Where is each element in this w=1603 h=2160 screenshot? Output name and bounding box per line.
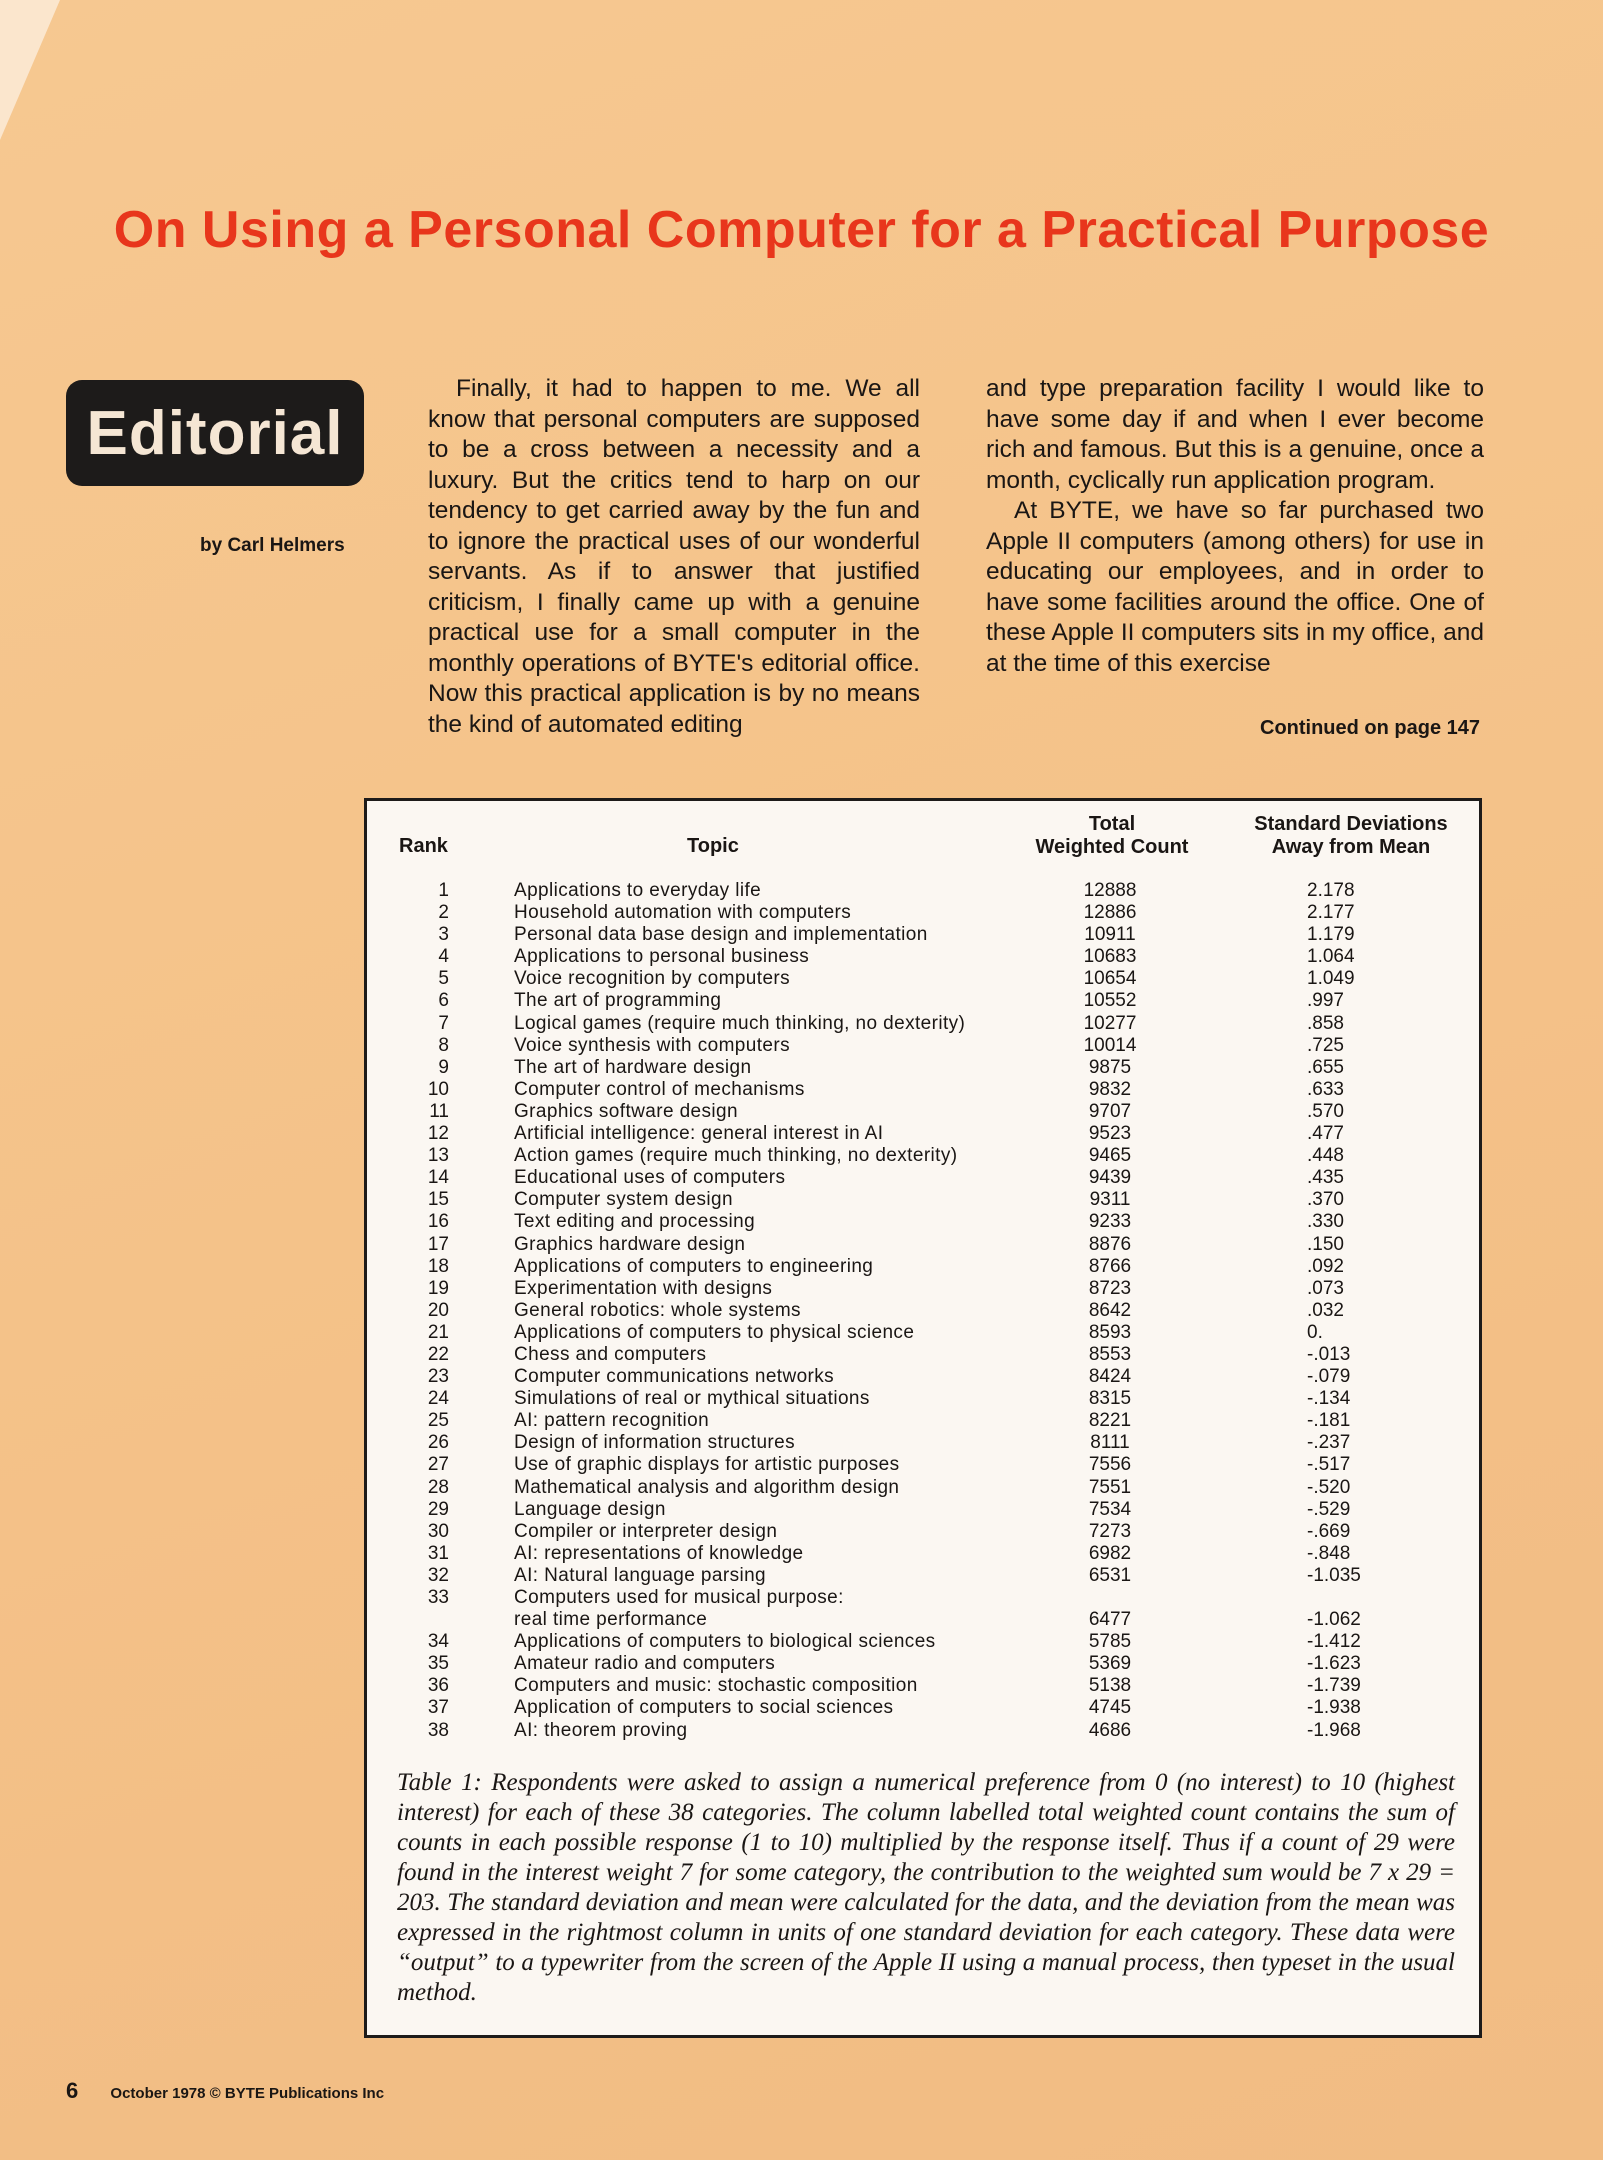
row-topic: Simulations of real or mythical situations <box>514 1388 870 1410</box>
table-row <box>367 1653 1479 1675</box>
row-sd: -1.062 <box>1307 1609 1361 1631</box>
row-sd: .655 <box>1307 1056 1344 1078</box>
table-row <box>367 1079 1479 1101</box>
table-body <box>367 880 1479 1742</box>
row-topic: Amateur radio and computers <box>514 1653 776 1675</box>
row-rank: 14 <box>427 1167 449 1189</box>
table-row <box>367 1410 1479 1432</box>
article-column-1 <box>428 374 920 740</box>
row-topic: Educational uses of computers <box>514 1167 786 1189</box>
row-sd: -1.739 <box>1307 1675 1361 1697</box>
article-paragraph: Finally, it had to happen to me. We all know that personal computers are supposed to be a cross between a necessity and a luxury. But the critics tend to harp on our tendency to get carried away by the fun and to ignore the practical uses of our wonderful servants. As if to answer that justified criticism, I finally came up with a genuine practical use for a small computer in the monthly operations of BYTE's editorial office. Now this practical application is by no means the kind of automated editing <box>428 375 920 738</box>
row-count: 9523 <box>1088 1123 1132 1145</box>
row-rank: 27 <box>427 1454 449 1476</box>
row-count: 4686 <box>1088 1719 1132 1741</box>
row-sd: 1.064 <box>1307 946 1355 968</box>
row-topic: Computers and music: stochastic composition <box>514 1675 918 1697</box>
row-sd: .570 <box>1307 1100 1344 1122</box>
row-sd: .448 <box>1307 1145 1344 1167</box>
table-row <box>367 1477 1479 1499</box>
table-row <box>367 1587 1479 1609</box>
row-count: 7534 <box>1088 1498 1132 1520</box>
table-row <box>367 1697 1479 1719</box>
row-count: 4745 <box>1088 1697 1132 1719</box>
row-count: 8723 <box>1088 1277 1132 1299</box>
row-rank: 33 <box>427 1587 449 1608</box>
row-topic: Applications to personal business <box>514 946 810 968</box>
row-count: 8593 <box>1088 1321 1132 1343</box>
table-row <box>367 1101 1479 1123</box>
row-rank: 29 <box>427 1498 449 1520</box>
row-rank: 26 <box>427 1432 449 1454</box>
table-row <box>367 1256 1479 1278</box>
row-rank: 8 <box>438 1034 449 1056</box>
table-row <box>367 1454 1479 1476</box>
table-row <box>367 1521 1479 1543</box>
row-topic: The art of programming <box>514 990 722 1012</box>
row-rank: 3 <box>438 924 449 946</box>
table-row <box>367 1543 1479 1565</box>
row-topic: Logical games (require much thinking, no dexterity) <box>514 1012 966 1034</box>
row-count: 7556 <box>1088 1454 1132 1476</box>
table-row <box>367 1211 1479 1233</box>
row-topic: real time performance <box>514 1609 708 1631</box>
row-rank: 15 <box>427 1189 449 1211</box>
row-sd: -1.623 <box>1307 1653 1361 1675</box>
row-rank: 12 <box>427 1123 449 1145</box>
row-rank: 23 <box>427 1366 449 1388</box>
row-sd: 1.179 <box>1307 924 1355 946</box>
row-topic: Compiler or interpreter design <box>514 1520 778 1542</box>
byline: by Carl Helmers <box>200 535 345 556</box>
page-number: 6 <box>66 2078 79 2103</box>
row-rank: 38 <box>427 1719 449 1741</box>
row-rank: 16 <box>427 1211 449 1233</box>
article-paragraph: At BYTE, we have so far purchased two Apple II computers (among others) for use in educating our employees, and in order to have some facilities around the office. One of these Apple II computers sits in my office, and at the time of this exercise <box>986 497 1484 677</box>
table-row <box>367 968 1479 990</box>
page-footer <box>66 2078 384 2104</box>
table-row <box>367 880 1479 902</box>
row-topic: AI: theorem proving <box>514 1719 688 1741</box>
row-topic: AI: pattern recognition <box>514 1410 710 1432</box>
table-row <box>367 1300 1479 1322</box>
row-rank: 21 <box>427 1321 449 1343</box>
row-topic: Application of computers to social sciences <box>514 1697 894 1719</box>
row-rank: 35 <box>427 1653 449 1675</box>
row-sd: -.669 <box>1307 1520 1351 1542</box>
row-sd: .032 <box>1307 1299 1344 1321</box>
row-topic: Language design <box>514 1498 666 1520</box>
row-rank: 9 <box>438 1056 449 1078</box>
row-rank: 10 <box>427 1078 449 1100</box>
header-sd-line2: Away from Mean <box>1271 836 1431 858</box>
row-count: 12888 <box>1083 880 1137 901</box>
row-sd: .435 <box>1307 1167 1344 1189</box>
row-sd: -1.938 <box>1307 1697 1361 1719</box>
table-row <box>367 1167 1479 1189</box>
row-count: 8876 <box>1088 1233 1132 1255</box>
row-sd: -1.035 <box>1307 1564 1361 1586</box>
row-topic: Applications of computers to biological sciences <box>514 1631 936 1653</box>
row-rank: 19 <box>427 1277 449 1299</box>
row-count: 10683 <box>1083 946 1137 968</box>
row-sd: .858 <box>1307 1012 1344 1034</box>
row-sd: -.013 <box>1307 1343 1351 1365</box>
row-count: 8424 <box>1088 1366 1132 1388</box>
row-count: 5369 <box>1088 1653 1132 1675</box>
row-rank: 24 <box>427 1388 449 1410</box>
row-sd: .330 <box>1307 1211 1344 1233</box>
row-count: 5138 <box>1088 1675 1132 1697</box>
row-topic: Voice recognition by computers <box>514 968 791 990</box>
table-row <box>367 1720 1479 1742</box>
table-row <box>367 924 1479 946</box>
table-row <box>367 1189 1479 1211</box>
row-count: 9832 <box>1088 1078 1132 1100</box>
header-topic: Topic <box>687 835 739 857</box>
table-row <box>367 990 1479 1012</box>
row-rank: 13 <box>427 1145 449 1167</box>
row-topic: Use of graphic displays for artistic purposes <box>514 1454 900 1476</box>
row-count: 7273 <box>1088 1520 1132 1542</box>
row-sd: .150 <box>1307 1233 1344 1255</box>
row-sd: -.181 <box>1307 1410 1351 1432</box>
row-count: 8111 <box>1090 1432 1130 1454</box>
table-row <box>367 946 1479 968</box>
row-count: 8315 <box>1088 1388 1132 1410</box>
row-sd: 1.049 <box>1307 968 1355 990</box>
page-title: On Using a Personal Computer for a Practical Purpose <box>113 201 1490 259</box>
row-rank: 32 <box>427 1564 449 1586</box>
row-rank: 25 <box>427 1410 449 1432</box>
table-row <box>367 902 1479 924</box>
row-sd: -.848 <box>1307 1542 1351 1564</box>
row-topic: Applications of computers to physical science <box>514 1321 915 1343</box>
row-rank: 22 <box>427 1343 449 1365</box>
table-row <box>367 1499 1479 1521</box>
row-topic: Computer communications networks <box>514 1366 835 1388</box>
table-row <box>367 1388 1479 1410</box>
row-sd: .370 <box>1307 1189 1344 1211</box>
row-sd: .073 <box>1307 1277 1344 1299</box>
header-rank: Rank <box>399 835 448 857</box>
row-topic: Graphics hardware design <box>514 1233 746 1255</box>
header-standard-deviations <box>1231 813 1471 859</box>
table-row <box>367 1322 1479 1344</box>
row-topic: Voice synthesis with computers <box>514 1034 791 1056</box>
survey-table <box>364 798 1482 2038</box>
table-caption: Table 1: Respondents were asked to assign a numerical preference from 0 (no interest) to 10 (highest interest) for each of these 38 categories. The column labelled total weighted count contains the sum of counts in each possible response (1 to 10) multiplied by the response itself. Thus if a count of 29 were found in the interest weight 7 for some category, the contribution to the weighted sum would be 7 x 29 = 203. The standard deviation and mean were calculated for the data, and the deviation from the mean was expressed in the rightmost column in units of one standard deviation for each category. These data were “output” to a typewriter from the screen of the Apple II using a manual process, then typeset in the usual method. <box>397 1769 1455 2006</box>
row-topic: Computer system design <box>514 1189 733 1211</box>
row-topic: General robotics: whole systems <box>514 1299 801 1321</box>
row-rank: 6 <box>438 990 449 1012</box>
editorial-badge <box>66 380 364 486</box>
row-topic: Applications of computers to engineering <box>514 1255 874 1277</box>
footer-text: October 1978 © BYTE Publications Inc <box>110 2085 385 2102</box>
row-sd: -.517 <box>1307 1454 1351 1476</box>
table-row <box>367 1565 1479 1587</box>
row-count: 10014 <box>1083 1034 1137 1056</box>
row-topic: Mathematical analysis and algorithm design <box>514 1476 900 1498</box>
row-count: 10277 <box>1083 1012 1137 1034</box>
row-sd: .633 <box>1307 1078 1344 1100</box>
row-topic: Design of information structures <box>514 1432 796 1454</box>
row-sd: -1.412 <box>1307 1631 1361 1653</box>
row-count: 10654 <box>1083 968 1137 990</box>
row-sd: -.134 <box>1307 1388 1351 1410</box>
row-topic: Graphics software design <box>514 1100 738 1122</box>
row-rank: 36 <box>427 1675 449 1697</box>
row-count: 6477 <box>1088 1609 1132 1631</box>
row-sd: .477 <box>1307 1123 1344 1145</box>
row-rank: 7 <box>438 1012 449 1034</box>
row-count: 12886 <box>1083 902 1137 924</box>
table-row <box>367 1609 1479 1631</box>
row-rank: 2 <box>438 902 449 924</box>
row-rank: 30 <box>427 1520 449 1542</box>
row-topic: Computers used for musical purpose: <box>514 1587 844 1608</box>
table-row <box>367 1631 1479 1653</box>
row-count: 8642 <box>1088 1299 1132 1321</box>
table-row <box>367 1234 1479 1256</box>
table-row <box>367 1035 1479 1057</box>
table-row <box>367 1366 1479 1388</box>
table-row <box>367 1278 1479 1300</box>
table-row <box>367 1432 1479 1454</box>
row-count: 9439 <box>1088 1167 1132 1189</box>
row-topic: Computer control of mechanisms <box>514 1078 805 1100</box>
table-row <box>367 1123 1479 1145</box>
article-column-2 <box>986 374 1484 679</box>
row-rank: 31 <box>427 1542 449 1564</box>
row-topic: Action games (require much thinking, no dexterity) <box>514 1145 958 1167</box>
row-topic: Experimentation with designs <box>514 1277 773 1299</box>
row-rank: 18 <box>427 1255 449 1277</box>
row-topic: AI: Natural language parsing <box>514 1564 767 1586</box>
row-rank: 4 <box>438 946 449 968</box>
row-topic: AI: representations of knowledge <box>514 1542 804 1564</box>
table-row <box>367 1013 1479 1035</box>
row-count: 5785 <box>1088 1631 1132 1653</box>
row-rank: 28 <box>427 1476 449 1498</box>
row-sd: .997 <box>1307 990 1344 1012</box>
row-sd: 2.177 <box>1307 902 1355 924</box>
row-count: 8766 <box>1088 1255 1132 1277</box>
row-sd: -1.968 <box>1307 1719 1361 1741</box>
row-count: 10552 <box>1083 990 1137 1012</box>
row-rank: 17 <box>427 1233 449 1255</box>
row-topic: Artificial intelligence: general interest in AI <box>514 1123 884 1145</box>
page-corner <box>0 0 60 140</box>
row-count: 8553 <box>1088 1343 1132 1365</box>
row-topic: Personal data base design and implementation <box>514 924 928 946</box>
row-topic: Household automation with computers <box>514 902 852 924</box>
row-topic: The art of hardware design <box>514 1056 752 1078</box>
row-rank: 37 <box>427 1697 449 1719</box>
table-row <box>367 1057 1479 1079</box>
table-row <box>367 1675 1479 1697</box>
row-sd: -.079 <box>1307 1366 1351 1388</box>
row-count: 9875 <box>1088 1056 1132 1078</box>
row-count: 7551 <box>1088 1476 1132 1498</box>
header-count-line2: Weighted Count <box>1035 836 1189 858</box>
row-count: 9707 <box>1088 1100 1132 1122</box>
row-sd: 2.178 <box>1307 880 1355 901</box>
row-topic: Applications to everyday life <box>514 880 762 901</box>
row-count: 9233 <box>1088 1211 1132 1233</box>
row-count: 10911 <box>1084 924 1136 946</box>
header-total-weighted-count <box>1017 813 1207 859</box>
row-sd: .092 <box>1307 1255 1344 1277</box>
row-rank: 34 <box>427 1631 449 1653</box>
row-topic: Text editing and processing <box>514 1211 756 1233</box>
row-sd: .725 <box>1307 1034 1344 1056</box>
table-row <box>367 1344 1479 1366</box>
row-count: 6531 <box>1088 1564 1132 1586</box>
header-sd-line1: Standard Deviations <box>1254 813 1448 835</box>
row-count: 8221 <box>1088 1410 1132 1432</box>
row-rank: 11 <box>429 1100 449 1122</box>
row-sd: 0. <box>1307 1321 1323 1343</box>
row-rank: 5 <box>438 968 449 990</box>
row-sd: -.520 <box>1307 1476 1351 1498</box>
row-topic: Chess and computers <box>514 1343 707 1365</box>
row-rank: 1 <box>438 880 449 901</box>
table-row <box>367 1145 1479 1167</box>
row-sd: -.237 <box>1307 1432 1351 1454</box>
row-count: 9311 <box>1089 1189 1131 1211</box>
continued-notice: Continued on page 147 <box>1260 717 1481 739</box>
editorial-badge-label: Editorial <box>86 398 344 468</box>
header-count-line1: Total <box>1088 813 1136 835</box>
article-paragraph: and type preparation facility I would like to have some day if and when I ever become rich and famous. But this is a genuine, once a month, cyclically run application program. <box>986 375 1484 494</box>
row-rank: 20 <box>427 1299 449 1321</box>
row-count: 6982 <box>1088 1542 1132 1564</box>
row-sd: -.529 <box>1307 1498 1351 1520</box>
row-count: 9465 <box>1088 1145 1132 1167</box>
